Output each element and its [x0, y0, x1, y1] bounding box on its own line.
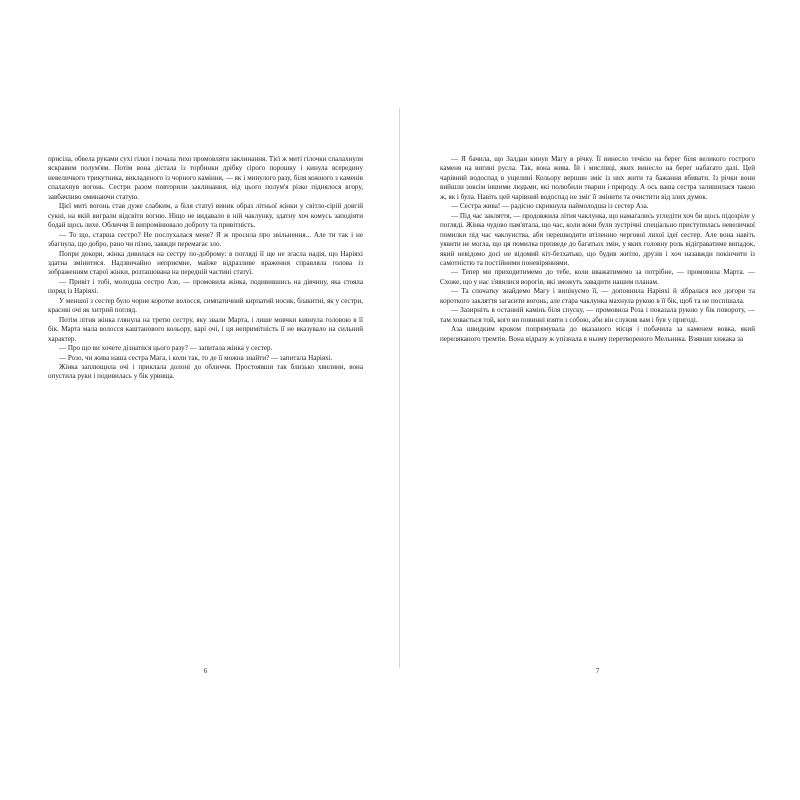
paragraph: — Сестра жива! — радісно скрикнула наймолодша із сестер Аза.: [451, 202, 649, 211]
paragraph: Жінка заплющила очі і приклала долоні до обличчя. Простоявши так близько хвилини, вона опустила руки і подивилась у бік урвища.: [48, 362, 363, 381]
paragraph: — Розо, чи жива наша сестра Мага, і коли так, то де її можна знайти? — запитала Наріяхі.: [59, 353, 333, 362]
page-left-text: [48, 155, 363, 382]
paragraph: — Про що ви хочете дізнатися цього разу? — запитала жінка у сестер.: [59, 344, 273, 353]
paragraph: — Тепер ми приходитимемо до тебе, коли вважатимемо за потрібне, — промовила Марта. — Схоже, що у нас з'явилися ворогів, які зможуть завадити нашим планам.: [440, 268, 755, 286]
paragraph: — Я бачила, що Залдан кинув Магу в річку. Її винесло течією на берег біля великого гострого каменя на вигині русла. Так, вона жива. Їй і мислівці, яких винесло на берег набагато далі. Цей чарівний водоспад в ущелині Кольору вершин зміє із них жити та бажання вбивати. Із річки вони вийшли зовсім іншими людьми, які полюбили тварин і природу. А ось ваша сестра залишилася такою ж, як і була. Навіть цей чарівний водоспад не зміг її змінити та очистити від злих думок.: [440, 155, 755, 201]
paragraph: У меншої з сестер було чорне коротке волосся, симпатичний кирпатий носик, блакитні, як у сестри, красиві очі як хитрий погляд.: [48, 296, 363, 315]
paragraph: — Привіт і тобі, молодша сестро Азо, — промовила жінка, подивившись на дівчину, яка стояла поряд із Наріяхі.: [48, 277, 363, 296]
book-spine-divider: [399, 108, 400, 668]
paragraph: присіла, обвела руками сухі гілки і почала тихо промовляти заклинання. Тієї ж миті гілочки спалахнули яскравим полум'ям. Потім вона дістала із торбинки дрібку сірого порошку і кинула всередину невеличкого трикутника, викладеного із чорного каміння, — як і минулого разу, біля кожного з каменів спалахнув вогонь. Сестри разом повторили заклинання, від цього полум'я різко піднялося вгору, завбачливо оминаючи статую.: [48, 155, 363, 201]
paragraph: — То що, старша сестро? Не послухалася мене? Я ж просила про звільнення... Але ти так і не збагнула, що добро, рано чи пізно, завжди перемагає зло.: [48, 230, 363, 249]
paragraph: — Та спочатку знайдемо Магу і випікуємо її, — доповнила Наріяхі й зібралася все догори та короткого закляття загасити вогонь, але стара чаклунка махнула рукою в її бік, щоб та не поспішала.: [440, 287, 755, 305]
page-number-right: 7: [595, 666, 600, 675]
paragraph: — Зазирніть в останній камінь біля спуску, — промовила Роза і показала рукою у бік повороту, — там ховається той, кого ви повинні взяти з собою, аби він служив вам і був у пригоді.: [440, 306, 755, 324]
paragraph: Потім літня жінка глянула на третю сестру, яку звали Марта, і лише мовчки кивнула головою в її бік. Марта мала волосся каштанового кольору, карі очі, і ця непримітність її не вказувало на сильний характер.: [48, 315, 363, 343]
page-number-left: 6: [203, 666, 208, 675]
paragraph: Цієї миті вогонь став дуже слабким, а біля статуї виник образ літньої жінки у світло-сірій довгій сукні, на якій виграли відсвіти вогню. Ніщо не видавало в ній чаклунку, здатну хоч комусь заподіяти бодай щось лихе. Обличчя її випромінювало доброту та привітність.: [48, 202, 363, 230]
page-right-text: [440, 155, 755, 344]
page-right: [440, 155, 755, 655]
page-left: [48, 155, 363, 655]
paragraph: Аза швидким кроком попрямувала до вказаного місця і побачила за каменем вовка, який переляканого тремтів. Вона відразу ж упізнала в ньому перетвореного Мельника. Взявши хижака за: [440, 325, 755, 343]
paragraph: — Під час закляття, — продовжила літня чаклунка, що намагались угледіти хоч би щось підозріле у погляді. Жінка чудово пам'ятала, що час, коли вони були зустрічні спеціально приступилась невеличкої помилки під час чаклунства, аби перешкодити втіленню чергової лихої ідеї сестер. Але вона навіть уявити не могла, що ця помилка призведе до багатьох змін, у яких головну роль відіграватиме випадок, який невідомо досі не відомий кіт-безхатько, що будив житло, друзів і хоч назавжди покінчити із самотністю та постійними поневіряннями.: [440, 211, 755, 267]
paragraph: Попри докори, жінка дивилася на сестру по-доброму: в погляді її ще не згасла надія, що Наріяхі здатна змінитися. Надзвичайно неприємне, майже відразливе враження справляла голова із зображенням старої жінки, розташована на передній частині статуї.: [48, 249, 363, 277]
